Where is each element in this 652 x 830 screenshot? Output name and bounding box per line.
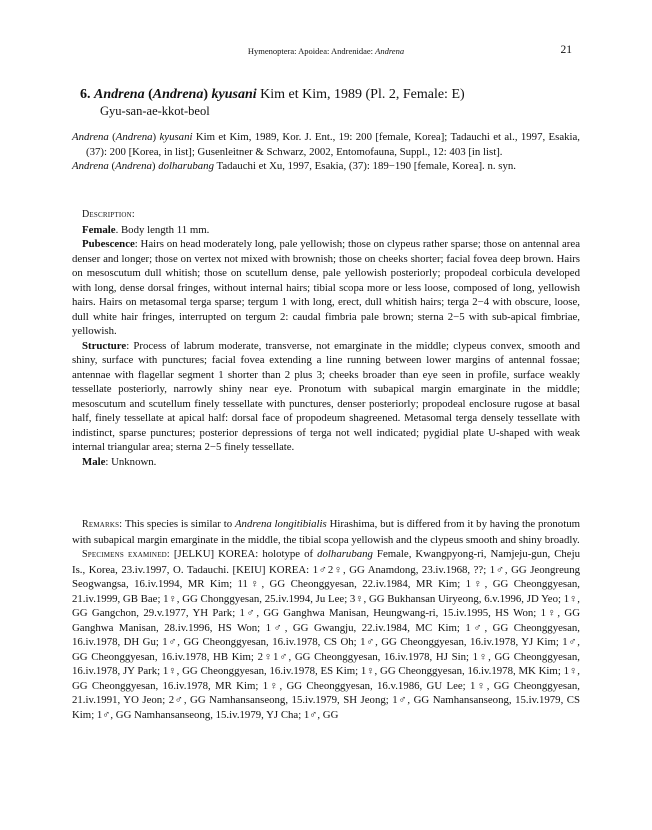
specimens-text: [JELKU] KOREA: holotype of	[169, 548, 318, 560]
female-text: . Body length 11 mm.	[115, 223, 210, 236]
holotype-species: dolharubang	[317, 548, 373, 560]
female-paragraph	[72, 223, 580, 238]
male-paragraph	[72, 455, 580, 470]
synonym-genus: Andrena	[72, 131, 109, 143]
remarks-text: This species is similar to	[122, 518, 235, 530]
running-head	[0, 46, 652, 56]
pubescence-text: : Hairs on head moderately long, pale yellowish; those on clypeus rather sparse; those on antennal area denser and longer; those on vertex not mixed with brownish; those on cheeks shorter; facial fovea deep brown. Hairs on mesoscutum dull whitish; those on scutellum dense, pale yellowish posteriorly; propodeal corbicula developed with long, dense dorsal fringes, without internal hairs; tibial scopa more or less loose, composed of long, yellowish hairs. Hairs on metasomal terga sparse; tergum 1 with long, erect, dull whitish hairs; terga 2−4 with obscure, loose, dull white hair fringes, interrupted on tergum 2: caudal fimbria pale brown; sterna 2−5 with sub-apical fimbriae, yellowish.	[72, 238, 580, 337]
pubescence-paragraph	[72, 237, 580, 339]
synonym-punct: (	[108, 160, 116, 172]
synonym-entry	[72, 159, 580, 174]
synonym-species: dolharubang	[158, 160, 214, 172]
remarks-heading: Remarks:	[82, 519, 123, 530]
structure-label: Structure	[82, 339, 127, 352]
title-paren-open: (	[144, 87, 153, 102]
pubescence-label: Pubescence	[82, 238, 135, 250]
species-number: 6.	[80, 87, 91, 102]
remarks-paragraph	[72, 517, 580, 547]
remarks-section	[72, 517, 580, 722]
synonymy-list	[72, 130, 580, 174]
title-species: kyusani	[211, 87, 257, 102]
specimens-paragraph	[72, 547, 580, 722]
synonym-subgenus: Andrena	[115, 131, 153, 143]
running-head-text: Hymenoptera: Apoidea: Andrenidae:	[247, 46, 376, 56]
male-label: Male	[82, 455, 106, 468]
title-authority: Kim et Kim, 1989 (Pl. 2, Female: E)	[256, 87, 465, 102]
synonym-entry	[72, 130, 580, 159]
species-title	[80, 86, 580, 120]
synonym-punct: (	[108, 131, 116, 143]
title-genus: Andrena	[94, 87, 145, 102]
synonym-citation: Kim et Kim, 1989, Kor. J. Ent., 19: 200 [female, Korea]; Tadauchi et al., 1997, Esakia, (37): 200 [Korea, in list]; Gusenleitner & Schwarz, 2002, Entomofauna, Suppl., 12: 403 [in list].	[86, 131, 581, 158]
synonym-subgenus: Andrena	[115, 160, 152, 172]
female-label: Female	[82, 223, 116, 236]
male-text: : Unknown.	[105, 455, 157, 468]
synonym-citation: Tadauchi et Xu, 1997, Esakia, (37): 189−190 [female, Korea]. n. syn.	[213, 160, 516, 172]
synonym-genus: Andrena	[72, 160, 109, 172]
synonym-punct: )	[151, 160, 159, 172]
description-section	[72, 207, 580, 469]
specimens-heading: Specimens examined:	[82, 549, 170, 560]
synonym-punct: )	[152, 131, 160, 143]
vernacular-name: Gyu-san-ae-kkot-beol	[100, 104, 210, 118]
description-heading-text: Description:	[82, 209, 135, 220]
running-header	[0, 46, 652, 60]
title-paren-close: )	[203, 87, 212, 102]
structure-paragraph	[72, 339, 580, 455]
running-head-genus: Andrena	[375, 46, 405, 56]
description-heading	[72, 207, 580, 223]
remarks-text: Hirashima, but is differed from it by having the pronotum with subapical margin emarginate in the middle, the tibial scopa yellowish and the clypeus smooth and shiny broadly.	[72, 518, 580, 546]
remarks-species: Andrena longitibialis	[234, 518, 327, 530]
specimens-text: Female, Kwangpyong-ri, Namjeju-gun, Cheju Is., Korea, 23.iv.1997, O. Tadauchi. [KEIU] KOREA: 1♂2♀, GG Anamdong, 23.iv.1968, ??; 1♂, GG Jeongreung Seogwangsa, 16.iv.1994, MR Kim; 11♀, GG Cheonggyesan, 22.iv.1984, MR Kim; 1♀, GG Cheonggyesan, 21.iv.1999, GB Bae; 1♀, GG Chonggyesan, 25.iv.1994, Ju Lee; 3♀, GG Bukhansan Uiryeong, 6.v.1996, JD Yeo; 1♀, GG Gangchon, 29.v.1977, YH Park; 1♂, GG Ganghwa Manisan, Heungwang-ri, 15.iv.1995, HS Won; 1♀, GG Ganghwa Manisan, 28.iv.1996, HS Won; 1♂, GG Gwangju, 22.iv.1984, MC Kim; 1♂, GG Cheonggyesan, 16.iv.1978, DH Gu; 1♂, GG Cheonggyesan, 16.iv.1978, CS Oh; 1♂, GG Cheonggyesan, 16.iv.1978, YJ Kim; 1♂, GG Cheonggyesan, 16.iv.1978, HB Kim; 2♀1♂, GG Cheonggyesan, 16.iv.1978, HJ Sin; 1♀, GG Cheonggyesan, 16.iv.1978, JY Park; 1♀, GG Cheonggyesan, 16.iv.1978, ES Kim; 1♀, GG Cheonggyesan, 16.iv.1978, MK Kim; 1♀, GG Cheonggyesan, 16.iv.1978, MR Kim; 1♀, GG Cheonggyesan, 16.v.1986, GU Lee; 1♀, GG Cheonggyesan, 21.iv.1991, YO Jeon; 2♂, GG Namhansanseong, 15.iv.1979, SH Jeong; 1♂, GG Namhansanseong, 15.iv.1979, CS Kim; 1♂, GG Namhansanseong, 15.iv.1979, YJ Cha; 1♂, GG	[72, 548, 580, 721]
structure-text: : Process of labrum moderate, transverse, not emarginate in the middle; clypeus convex, smooth and shiny, surface with punctures; facial fovea extending a line running between lower margins of antennal fossae; antennae with flagellar segment 1 shorter than 2 plus 3; cheeks broader than eye seen in profile, surface weakly tessellate posteriorly, narrowly shiny near eye. Pronotum with subapical margin emarginate in the middle; mesoscutum and scutellum finely tessellate with punctures, denser posteriorly; propodeal enclosure rugose at basal half, finely tessellate at apical half: dorsal face of propodeum shagreened. Metasomal terga densely tessellate with indistinct, sparse punctures; posterior depressions of terga not well indicated; pygidial plate U-shaped with weak internal triangular area; sterna 2−5 finely tessellate.	[72, 339, 580, 453]
synonym-species: kyusani	[159, 131, 193, 143]
title-subgenus: Andrena	[152, 87, 204, 102]
page-number: 21	[560, 44, 572, 56]
